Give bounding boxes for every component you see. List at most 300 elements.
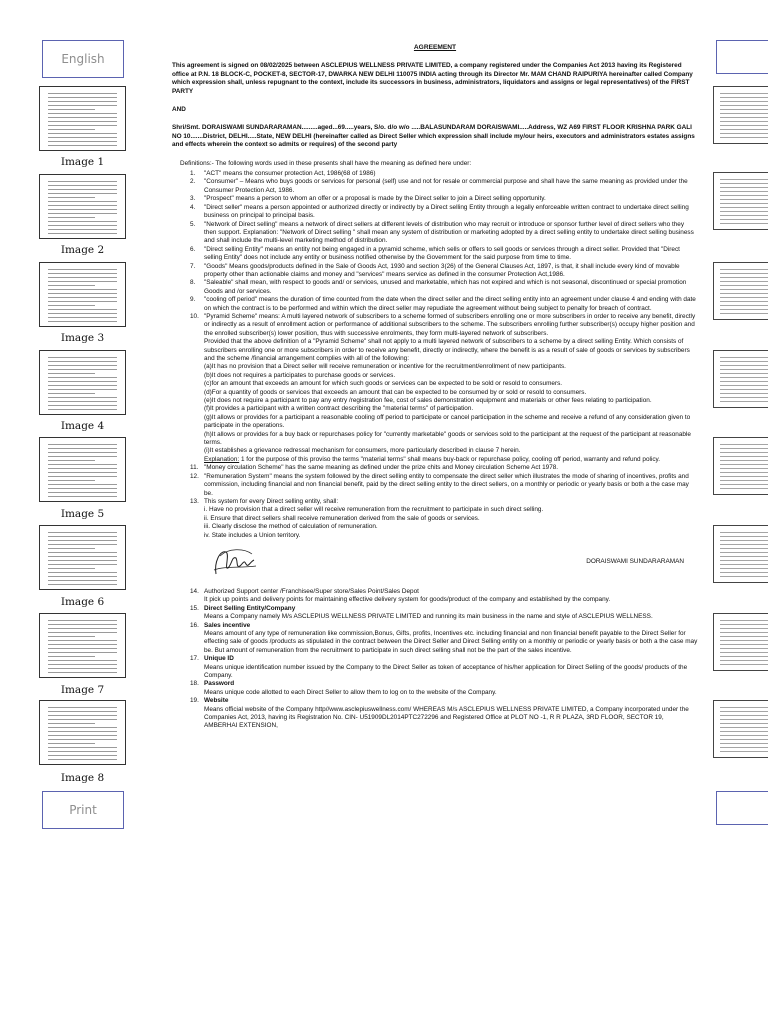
item-number: 17.	[190, 655, 199, 663]
right-thumbnail[interactable]	[713, 613, 768, 671]
thumbnail-text-line	[48, 317, 117, 318]
thumbnail-text-line	[48, 484, 117, 485]
thumbnail-image-1[interactable]	[39, 86, 126, 151]
thumbnail-text-line	[720, 751, 768, 752]
thumbnail-text-line	[48, 731, 117, 732]
item-description: It pick up points and delivery points for maintaining effective delivery system for goods/product of the company and established by the company.	[204, 596, 611, 604]
thumbnail-text-line	[720, 389, 768, 390]
thumbnail-text-line	[48, 620, 117, 621]
thumbnail-image-6[interactable]	[39, 525, 126, 590]
thumbnail-text-line	[720, 556, 768, 557]
thumbnail-text-line	[48, 117, 117, 118]
thumbnail-text-line	[720, 472, 768, 473]
second-party-paragraph: Shri/Smt. DORAISWAMI SUNDARARAMAN.........aged...69.....years, S/o. d/o w/o .....BALASUNDARAM DORAISWAMI.....Address, WZ A69 FIRST FLOOR KRISHNA PARK GALI NO 10.......District, DELHI.....State, NEW DELHI (hereinafter called as Direct Seller which expression shall include my/our heirs, executors and administrators estates assigns and effects wherein the context so admits or requires) of the second party	[172, 124, 695, 149]
definition-item	[180, 680, 698, 697]
definition-item	[180, 313, 698, 338]
definition-item	[180, 195, 698, 203]
definition-item	[180, 279, 698, 296]
thumbnail-text-line	[720, 223, 768, 224]
thumbnail-text-line	[720, 540, 768, 541]
thumbnail-text-line	[720, 564, 768, 565]
thumbnail-image-8[interactable]	[39, 700, 126, 765]
thumbnail-text-line	[48, 556, 117, 557]
item-heading: Unique ID	[204, 655, 234, 663]
document-page	[172, 44, 698, 731]
thumbnail-text-line	[48, 313, 117, 314]
thumbnail-text-line	[720, 735, 768, 736]
item-heading: Authorized Support center /Franchisee/Super store/Sales Point/Sales Depot	[204, 587, 419, 595]
thumbnail-text-line	[720, 273, 768, 274]
and-separator: AND	[172, 106, 186, 114]
thumbnail-text-line	[48, 205, 117, 206]
thumbnail-text-line	[720, 373, 768, 374]
thumbnail-image-4[interactable]	[39, 350, 126, 415]
thumbnail-label: Image 3	[60, 332, 105, 344]
thumbnail-text-line	[48, 409, 117, 410]
thumbnail-text-line	[48, 293, 117, 294]
thumbnail-text-line	[720, 203, 768, 204]
first-party-paragraph: This agreement is signed on 08/02/2025 between ASCLEPIUS WELLNESS PRIVATE LIMITED, a company registered under the Companies Act 2013 having its Registered office at P.N. 18 BLOCK-C, POCKET-8, SECTOR-17, DWARKA NEW DELHI 110075 INDIA acting through its Director Mr. MAM CHAND RAIPURIYA hereinafter called Company which expression shall, unless repugnant to the context, include its successors in business, administrators, liquidators and assigns or legal representatives) of the FIRST PARTY	[172, 62, 693, 95]
thumbnail-image-7[interactable]	[39, 613, 126, 678]
thumbnail-text-line	[48, 636, 95, 637]
thumbnail-text-line	[720, 191, 768, 192]
item-text: "Money circulation Scheme" has the same meaning as defined under the prize chits and Money circulation Scheme Act 1978.	[204, 464, 559, 472]
thumbnail-text-line	[48, 560, 117, 561]
thumbnail-text-line	[48, 544, 117, 545]
thumbnail-text-line	[48, 185, 117, 186]
thumbnail-text-line	[48, 217, 95, 218]
right-thumbnail[interactable]	[713, 262, 768, 320]
definition-item	[180, 697, 698, 731]
thumbnail-text-line	[48, 444, 117, 445]
thumbnail-text-line	[48, 105, 117, 106]
signature-row	[210, 544, 698, 584]
subitem-line: iv. State includes a Union territory.	[204, 531, 301, 539]
definition-item	[180, 263, 698, 280]
thumbnail-text-line	[48, 401, 117, 402]
item-text: "Pyramid Scheme" means: A multi layered network of subscribers to a scheme formed of subscribers enrolling one or more subscribers in order to receive any benefit, directly or indirectly as a result of enrollment action or performance of additional subscribers to the scheme. The subscribers enrolling further subscriber(s) occupy higher position and the enrolled subscriber(s) lower position, thus with successive enrolments, they form multi-layered network of subscribers.	[204, 312, 696, 337]
thumbnail-text-line	[48, 472, 117, 473]
subitem-line: iii. Clearly disclose the method of calculation of remuneration.	[204, 523, 378, 531]
thumbnail-text-line	[720, 468, 768, 469]
thumbnail-text-line	[720, 460, 768, 461]
thumbnail-text-line	[720, 357, 768, 358]
thumbnail-text-line	[720, 572, 768, 573]
item-description: Means a Company namely M/s ASCLEPIUS WELLNESS PRIVATE LIMITED and running its main business in the name and style of ASCLEPIUS WELLNESS.	[204, 613, 653, 621]
thumbnail-text-line	[48, 476, 117, 477]
thumbnail-text-line	[48, 743, 95, 744]
item-number: 13.	[190, 497, 199, 505]
thumbnail-text-line	[48, 285, 95, 286]
thumbnail-text-line	[48, 109, 95, 110]
thumbnail-text-line	[720, 448, 768, 449]
thumbnail-text-line	[48, 321, 117, 322]
document-title: AGREEMENT	[413, 44, 457, 51]
thumbnail-text-line	[720, 385, 768, 386]
definition-item	[180, 178, 698, 195]
thumbnail-text-line	[48, 97, 117, 98]
thumbnail-text-line	[720, 285, 768, 286]
definition-item	[180, 498, 698, 506]
thumbnail-text-line	[48, 301, 117, 302]
right-button-partial[interactable]	[716, 791, 768, 825]
signature-image	[210, 544, 260, 580]
thumbnail-text-line	[720, 195, 768, 196]
subitem-line: ii. Ensure that direct sellers shall receive remuneration derived from the sale of goods or services.	[204, 514, 480, 522]
thumbnail-text-line	[48, 365, 117, 366]
item-number: 1.	[190, 170, 196, 178]
thumbnail-text-line	[720, 281, 768, 282]
thumbnail-text-line	[48, 739, 117, 740]
thumbnail-text-line	[48, 628, 117, 629]
proviso-line: Provided that the above definition of a "Pyramid Scheme" shall not apply to a multi layered network of subscribers to a scheme by a direct selling Entity. Which consists of subscribers enrolling one or more subscribers in order to receive any benefit, directly or indirectly, where the benefit is as a result of sale of goods or services by subscribers and the scheme /financial arrangement complies with all of the following:	[204, 338, 690, 362]
thumbnail-text-line	[48, 305, 95, 306]
thumbnail-text-line	[720, 464, 768, 465]
thumbnail-text-line	[720, 536, 768, 537]
proviso-line: (a)It has no provision that a Direct seller will receive remuneration or incentive for the recruitment/enrollment of new participants.	[204, 363, 566, 371]
thumbnail-text-line	[48, 640, 117, 641]
thumbnail-text-line	[48, 656, 95, 657]
proviso-line: (d)For a quantity of goods or services that exceeds an amount that can be expected to be consumed by or sold or resold to consumers.	[204, 388, 587, 396]
item-text: "ACT" means the consumer protection Act, 1986(68 of 1986)	[204, 170, 376, 178]
thumbnail-text-line	[720, 121, 768, 122]
proviso-line: (h)It allows or provides for a buy back or repurchases policy for "currently marketable" goods or services sold to the participant at the request of the participant at reasonable terms.	[204, 430, 691, 447]
thumbnail-image-2[interactable]	[39, 174, 126, 239]
item-13-subitems	[180, 506, 698, 540]
definitions-list	[180, 170, 698, 338]
item-heading: Direct Selling Entity/Company	[204, 604, 296, 612]
definition-item	[180, 204, 698, 221]
thumbnail-text-line	[48, 496, 117, 497]
thumbnail-text-line	[720, 544, 768, 545]
thumbnail-text-line	[48, 389, 117, 390]
proviso-line: (i)It establishes a grievance redressal mechanism for consumers, more particularly described in clause 7 herein.	[204, 447, 521, 455]
thumbnail-text-line	[48, 564, 117, 565]
thumbnail-text-line	[48, 460, 95, 461]
item-number: 3.	[190, 195, 196, 203]
thumbnail-text-line	[48, 181, 117, 182]
thumbnail-text-line	[720, 179, 768, 180]
thumbnail-text-line	[720, 381, 768, 382]
item-text: "cooling off period" means the duration of time counted from the date when the direct seller and the direct selling entity into an agreement under clause 4 and ending with date on which the contract is to be performed and within which the direct seller may repudiate the agreement without being subject to penalty for breach of contract.	[204, 296, 696, 312]
thumbnail-text-line	[720, 456, 768, 457]
thumbnail-text-line	[720, 656, 768, 657]
thumbnail-text-line	[720, 624, 768, 625]
thumbnail-text-line	[48, 580, 117, 581]
thumbnail-text-line	[48, 121, 117, 122]
thumbnail-text-line	[48, 357, 117, 358]
thumbnail-text-line	[48, 101, 117, 102]
thumbnail-text-line	[720, 361, 768, 362]
thumbnail-text-line	[720, 187, 768, 188]
thumbnail-text-line	[48, 715, 117, 716]
thumbnail-text-line	[720, 269, 768, 270]
item-heading: Password	[204, 680, 235, 688]
thumbnail-text-line	[720, 105, 768, 106]
explanation-text: 1 for the purpose of this proviso the terms "material terms" shall means buy-back or repurchase policy, cooling off period, warranty and refund policy.	[239, 455, 661, 463]
thumbnail-text-line	[48, 405, 117, 406]
thumbnail-text-line	[48, 197, 95, 198]
definition-item	[180, 605, 698, 622]
thumbnail-text-line	[48, 664, 117, 665]
thumbnail-text-line	[48, 568, 95, 569]
definitions-intro: Definitions:- The following words used in these presents shall have the meaning as defined here under:	[180, 159, 472, 167]
thumbnail-text-line	[720, 707, 768, 708]
thumbnail-text-line	[48, 660, 117, 661]
signatory-name: DORAISWAMI SUNDARARAMAN	[586, 557, 684, 565]
thumbnail-text-line	[720, 101, 768, 102]
right-thumbnail[interactable]	[713, 172, 768, 230]
proviso-line: (b)It does not requires a participates to purchase goods or services.	[204, 371, 396, 379]
thumbnail-text-line	[720, 711, 768, 712]
thumbnail-text-line	[720, 548, 768, 549]
thumbnail-text-line	[720, 719, 768, 720]
thumbnail-text-line	[48, 133, 117, 134]
thumbnail-text-line	[48, 648, 117, 649]
thumbnail-text-line	[48, 755, 117, 756]
proviso-line: (e)It does not require a participant to pay any entry /registration fee, cost of sales demonstration equipment and materials or other fees relating to participation.	[204, 397, 652, 405]
thumbnail-text-line	[720, 715, 768, 716]
explanation-label: Explanation:	[204, 455, 240, 463]
thumbnail-text-line	[720, 137, 768, 138]
thumbnail-text-line	[720, 560, 768, 561]
thumbnail-text-line	[48, 723, 95, 724]
thumbnail-text-line	[48, 456, 117, 457]
thumbnail-text-line	[720, 576, 768, 577]
definitions-list-3	[180, 588, 698, 731]
thumbnail-text-line	[48, 492, 117, 493]
english-button[interactable]: English	[42, 40, 124, 78]
thumbnail-text-line	[48, 137, 117, 138]
item-number: 4.	[190, 203, 196, 211]
thumbnail-text-line	[720, 301, 768, 302]
item-number: 18.	[190, 680, 199, 688]
item-text: "Saleable" shall mean, with respect to goods and/ or services, unused and marketable, which has not expired and which is not seasonal, discontinued or special promotion Goods and /or services.	[204, 279, 687, 295]
thumbnail-text-line	[720, 731, 768, 732]
proviso-line: (g)It allows or provides for a participant a reasonable cooling off period to participate or cancel participation in the scheme and receive a refund of any consideration given to participate in the operations.	[204, 413, 691, 430]
thumbnail-text-line	[48, 369, 117, 370]
thumbnail-text-line	[720, 277, 768, 278]
thumbnail-text-line	[720, 452, 768, 453]
item-description: Means amount of any type of remuneration like commission,Bonus, Gifts, profits, Incentives etc. including financial and non financial benefit payable to the Direct Seller for effecting sale of goods /products as stipulated in the contract between the Direct Seller and Direct Selling entity on a monthly or periodic or yearly basis or both a the case may be. But amount of remuneration from the recruitment to participate in such direct selling shall not be the part of the sales incentive.	[204, 629, 698, 654]
right-button-partial[interactable]	[716, 40, 768, 74]
explanation	[180, 456, 698, 464]
definitions-section	[180, 160, 698, 731]
thumbnail-text-line	[48, 229, 117, 230]
item-text: "Remuneration System" means the system followed by the direct selling entity to compensate the direct seller which illustrates the mode of sharing of incentives, profits and commission, including financial and non financial benefit, paid by the direct selling entity to the direct sellers, on a monthly or periodic or yearly basis or both a the case may be.	[204, 472, 689, 497]
thumbnail-text-line	[720, 289, 768, 290]
thumbnail-text-line	[48, 711, 117, 712]
thumbnail-text-line	[48, 735, 117, 736]
thumbnail-text-line	[48, 361, 117, 362]
thumbnail-text-line	[720, 664, 768, 665]
item-number: 12.	[190, 472, 199, 480]
thumbnail-text-line	[48, 281, 117, 282]
thumbnail-text-line	[720, 369, 768, 370]
thumbnail-text-line	[48, 644, 117, 645]
thumbnail-label: Image 1	[60, 156, 105, 168]
thumbnail-text-line	[720, 365, 768, 366]
thumbnail-text-line	[720, 484, 768, 485]
thumbnail-text-line	[48, 540, 117, 541]
thumbnail-label: Image 4	[60, 420, 105, 432]
thumbnail-text-line	[720, 133, 768, 134]
thumbnail-text-line	[720, 215, 768, 216]
thumbnail-text-line	[48, 397, 117, 398]
item-number: 9.	[190, 296, 196, 304]
thumbnail-text-line	[48, 233, 117, 234]
thumbnail-text-line	[720, 313, 768, 314]
thumbnail-image-5[interactable]	[39, 437, 126, 502]
thumbnail-text-line	[48, 747, 117, 748]
thumbnail-text-line	[48, 468, 117, 469]
thumbnail-text-line	[48, 273, 117, 274]
item-number: 19.	[190, 697, 199, 705]
item-heading: Sales incentive	[204, 621, 251, 629]
thumbnail-text-line	[720, 723, 768, 724]
definition-item	[180, 221, 698, 246]
thumbnail-text-line	[48, 452, 117, 453]
thumbnail-text-line	[720, 297, 768, 298]
thumbnail-text-line	[48, 751, 117, 752]
thumbnail-text-line	[720, 93, 768, 94]
thumbnail-text-line	[720, 743, 768, 744]
thumbnail-text-line	[48, 289, 117, 290]
right-thumbnail[interactable]	[713, 350, 768, 408]
print-button[interactable]: Print	[42, 791, 124, 829]
item-description: Means unique identification number issued by the Company to the Direct Seller as token of acceptance of his/her application for Direct Selling of the goods/ products of the Company.	[204, 663, 688, 679]
thumbnail-text-line	[720, 739, 768, 740]
thumbnail-text-line	[48, 209, 117, 210]
thumbnail-text-line	[720, 401, 768, 402]
proviso-line: (c)for an amount that exceeds an amount for which such goods or services can be expected to be sold or resold to consumers.	[204, 380, 563, 388]
thumbnail-text-line	[720, 532, 768, 533]
thumbnail-text-line	[48, 277, 117, 278]
left-sidebar	[0, 0, 160, 1024]
thumbnail-text-line	[48, 93, 117, 94]
thumbnail-text-line	[48, 480, 95, 481]
item-heading: Website	[204, 697, 229, 705]
thumbnail-text-line	[48, 269, 117, 270]
right-thumbnail[interactable]	[713, 86, 768, 144]
item-description: Means unique code allotted to each Direct Seller to allow them to log on to the website of the Company.	[204, 688, 497, 696]
thumbnail-image-3[interactable]	[39, 262, 126, 327]
thumbnail-text-line	[720, 393, 768, 394]
thumbnail-text-line	[48, 189, 117, 190]
definition-item	[180, 622, 698, 656]
right-thumbnail[interactable]	[713, 700, 768, 758]
thumbnail-text-line	[48, 488, 117, 489]
item-text: This system for every Direct selling entity, shall:	[204, 497, 339, 505]
definition-item	[180, 170, 698, 178]
thumbnail-text-line	[720, 199, 768, 200]
thumbnail-text-line	[720, 652, 768, 653]
thumbnail-text-line	[720, 109, 768, 110]
thumbnail-text-line	[48, 141, 117, 142]
thumbnail-text-line	[720, 480, 768, 481]
thumbnail-label: Image 7	[60, 684, 105, 696]
thumbnail-text-line	[720, 640, 768, 641]
item-text: "Prospect" means a person to whom an offer or a proposal is made by the Direct seller to join a Direct selling opportunity.	[204, 195, 546, 203]
thumbnail-text-line	[720, 552, 768, 553]
thumbnail-text-line	[48, 552, 117, 553]
item-text: "Direct selling Entity" means an entity not being engaged in a pyramid scheme, which sells or offers to sell goods or services through a direct seller. Provided that "Direct selling Entity" does not include any entity or business notified otherwise by the Government for the said purpose from time to time.	[204, 245, 680, 262]
thumbnail-text-line	[48, 572, 117, 573]
thumbnail-text-line	[720, 660, 768, 661]
thumbnail-text-line	[720, 183, 768, 184]
thumbnail-text-line	[720, 397, 768, 398]
thumbnail-text-line	[720, 727, 768, 728]
item-number: 6.	[190, 245, 196, 253]
item-description: Means official website of the Company http//www.asclepiuswellness.com/ WHEREAS M/s ASCLEPIUS WELLNESS PRIVATE LIMITED, a Company incorporated under the Companies Act, 2013, having its Registration No. CIN- U51909DL2014PTC272296 and Registered Office at PLOT NO -1, R R PLAZA, 3RD FLOOR, SECTOR 19, AMBERHAI EXTENSION,	[204, 705, 689, 730]
thumbnail-text-line	[720, 211, 768, 212]
thumbnail-text-line	[720, 568, 768, 569]
thumbnail-text-line	[48, 225, 117, 226]
thumbnail-text-line	[48, 213, 117, 214]
thumbnail-text-line	[48, 624, 117, 625]
thumbnail-text-line	[48, 393, 95, 394]
right-thumbnail[interactable]	[713, 437, 768, 495]
thumbnail-text-line	[48, 652, 117, 653]
thumbnail-text-line	[720, 444, 768, 445]
thumbnail-text-line	[48, 309, 117, 310]
definition-item	[180, 588, 698, 605]
thumbnail-text-line	[48, 297, 117, 298]
thumbnail-text-line	[720, 628, 768, 629]
thumbnail-text-line	[48, 668, 117, 669]
thumbnail-text-line	[720, 219, 768, 220]
thumbnail-text-line	[48, 548, 95, 549]
thumbnail-text-line	[720, 648, 768, 649]
item-text: "Network of Direct selling" means a network of direct sellers at different levels of distribution who may recruit or introduce or sponsor further level of direct sellers who they then support. Explanation: "Network of Direct selling " shall mean any system of distribution or marketing adopted by a direct selling entity to undertake direct selling business and shall include the multi-level marketing method of distribution.	[204, 220, 694, 245]
thumbnail-label: Image 8	[60, 772, 105, 784]
right-thumbnail[interactable]	[713, 525, 768, 583]
definition-item	[180, 246, 698, 263]
thumbnail-text-line	[720, 113, 768, 114]
thumbnail-text-line	[48, 584, 117, 585]
thumbnail-text-line	[720, 377, 768, 378]
item-number: 8.	[190, 279, 196, 287]
thumbnail-text-line	[48, 536, 117, 537]
item-number: 16.	[190, 621, 199, 629]
thumbnail-text-line	[720, 305, 768, 306]
item-text: "Goods" Means goods/products defined in the Sale of Goods Act, 1930 and section 3(26) of the General Clauses Act, 1897, is that, it shall include every kind of movable property other than actionable claims and money and "services" means service as defined in the consumer Protection Act,1986.	[204, 262, 680, 278]
item-number: 5.	[190, 220, 196, 228]
thumbnail-text-line	[48, 719, 117, 720]
definition-item	[180, 296, 698, 313]
thumbnail-text-line	[720, 117, 768, 118]
thumbnail-text-line	[48, 759, 117, 760]
proviso-line: (f)It provides a participant with a written contract describing the "material terms" of participation.	[204, 405, 474, 413]
thumbnail-text-line	[48, 464, 117, 465]
thumbnail-label: Image 5	[60, 508, 105, 520]
item-number: 2.	[190, 178, 196, 186]
thumbnail-text-line	[48, 727, 117, 728]
thumbnail-text-line	[720, 476, 768, 477]
subitem-line: i. Have no provision that a direct seller will receive remuneration from the recruitment to participate in such direct selling.	[204, 506, 544, 514]
item-number: 11.	[190, 464, 199, 472]
definition-item	[180, 655, 698, 680]
item-text: "Consumer" – Means who buys goods or services for personal (self) use and not for resale or commercial purpose and shall have the same meaning as provided under the Consumer Protection Act, 1986.	[204, 178, 688, 194]
thumbnail-text-line	[48, 125, 117, 126]
thumbnail-text-line	[720, 620, 768, 621]
pyramid-proviso	[180, 338, 698, 456]
thumbnail-text-line	[48, 145, 117, 146]
thumbnail-text-line	[48, 707, 117, 708]
thumbnail-text-line	[720, 129, 768, 130]
thumbnail-text-line	[720, 644, 768, 645]
thumbnail-text-line	[48, 672, 117, 673]
